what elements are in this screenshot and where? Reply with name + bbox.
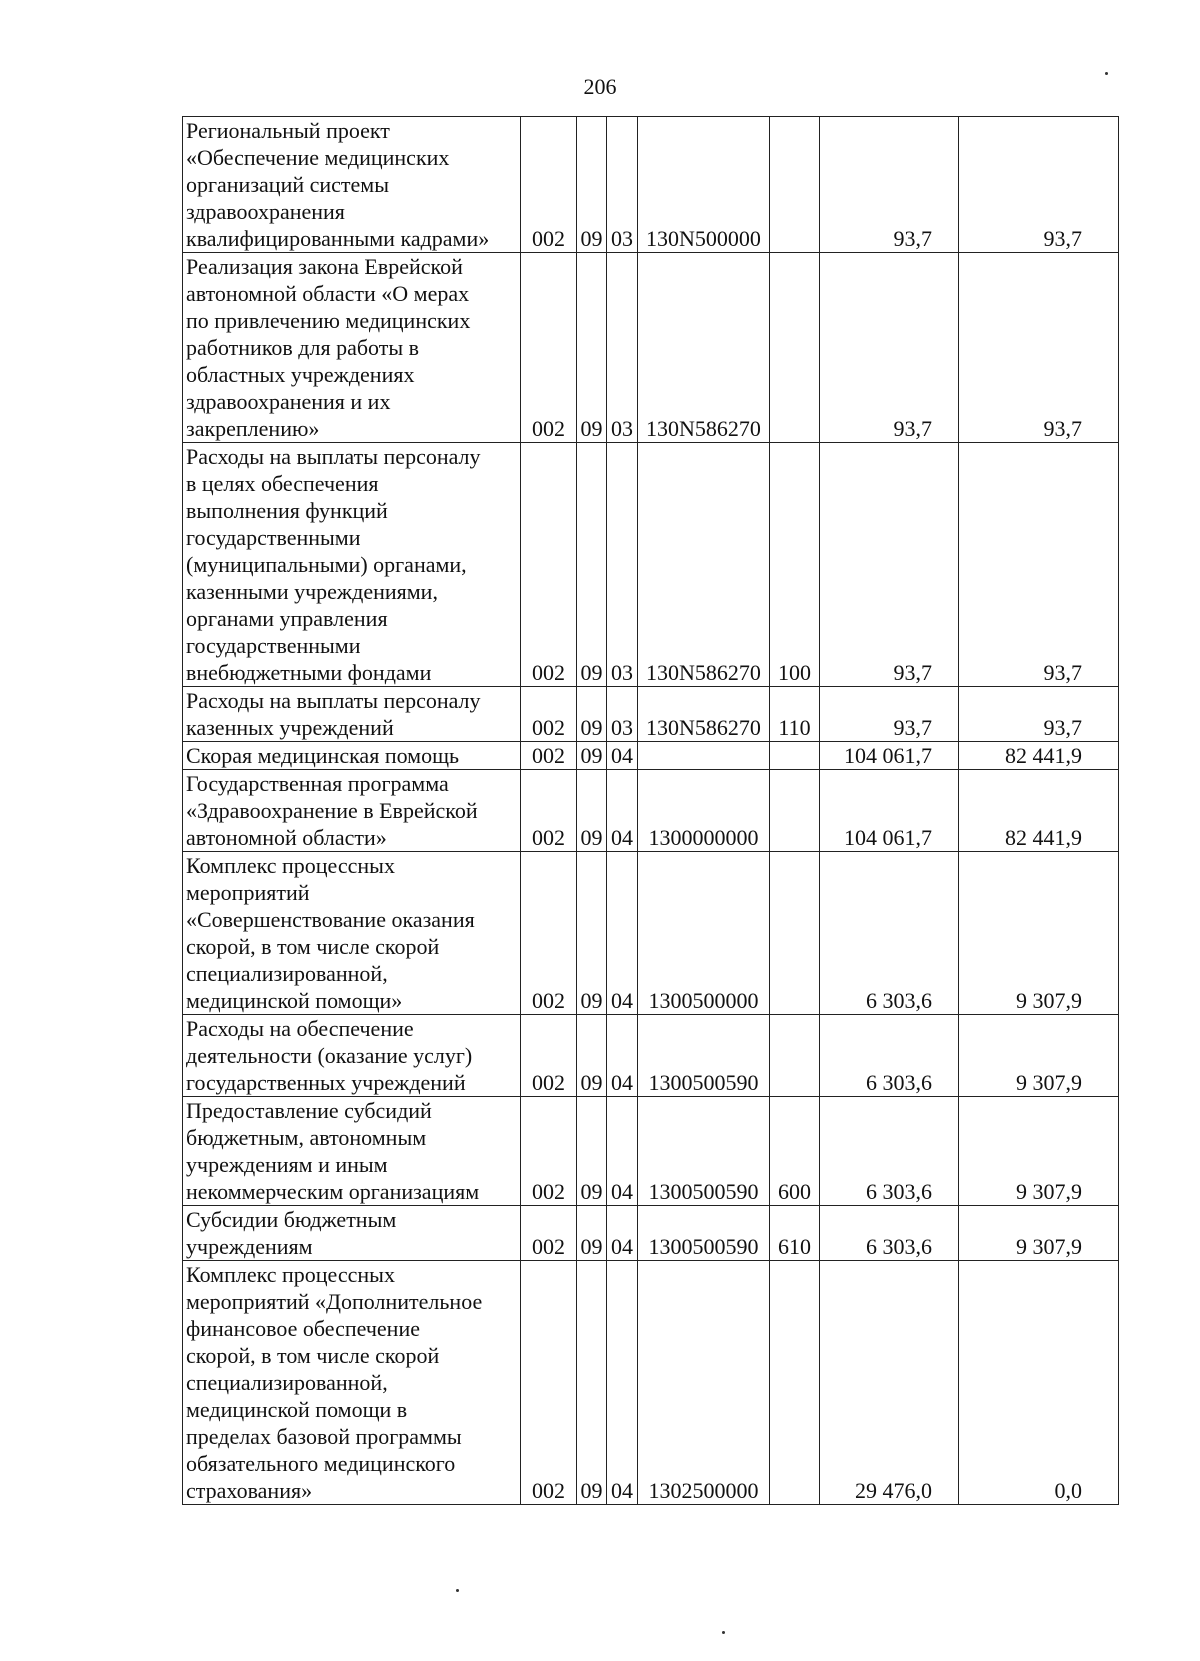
target-article-cell: 1302500000 <box>638 1261 770 1505</box>
scan-speck <box>456 1589 459 1592</box>
amount-year2-cell: 0,0 <box>959 1261 1119 1505</box>
expense-type-cell <box>770 852 820 1015</box>
table-row <box>183 1261 1119 1505</box>
target-article-cell: 130N586270 <box>638 443 770 687</box>
razdel-cell: 09 <box>577 742 607 770</box>
target-article-cell: 130N586270 <box>638 253 770 443</box>
table-body <box>183 117 1119 1505</box>
amount-year1-cell: 93,7 <box>820 253 959 443</box>
amount-year1-cell: 104 061,7 <box>820 770 959 852</box>
amount-year1-cell: 6 303,6 <box>820 1097 959 1206</box>
row-name-cell: Комплекс процессных мероприятий «Совершенствование оказания скорой, в том числе скорой специализированной, медицинской помощи» <box>183 852 521 1015</box>
target-article-cell: 1300500590 <box>638 1015 770 1097</box>
target-article-cell: 1300500000 <box>638 852 770 1015</box>
razdel-cell: 09 <box>577 1206 607 1261</box>
amount-year2-cell: 82 441,9 <box>959 742 1119 770</box>
expense-type-cell <box>770 770 820 852</box>
ved-cell: 002 <box>521 1097 577 1206</box>
table-row <box>183 1097 1119 1206</box>
table-row <box>183 117 1119 253</box>
razdel-cell: 09 <box>577 1261 607 1505</box>
podrazdel-cell: 03 <box>607 687 638 742</box>
amount-year2-cell: 93,7 <box>959 253 1119 443</box>
ved-cell: 002 <box>521 1261 577 1505</box>
podrazdel-cell: 04 <box>607 770 638 852</box>
amount-year1-cell: 6 303,6 <box>820 852 959 1015</box>
podrazdel-cell: 03 <box>607 253 638 443</box>
podrazdel-cell: 03 <box>607 443 638 687</box>
podrazdel-cell: 04 <box>607 1015 638 1097</box>
razdel-cell: 09 <box>577 443 607 687</box>
table-row <box>183 770 1119 852</box>
amount-year2-cell: 9 307,9 <box>959 852 1119 1015</box>
target-article-cell: 1300500590 <box>638 1206 770 1261</box>
podrazdel-cell: 04 <box>607 742 638 770</box>
razdel-cell: 09 <box>577 1015 607 1097</box>
razdel-cell: 09 <box>577 687 607 742</box>
table-row <box>183 253 1119 443</box>
razdel-cell: 09 <box>577 770 607 852</box>
ved-cell: 002 <box>521 770 577 852</box>
table-row <box>183 742 1119 770</box>
row-name-cell: Государственная программа «Здравоохранение в Еврейской автономной области» <box>183 770 521 852</box>
amount-year2-cell: 9 307,9 <box>959 1015 1119 1097</box>
expense-type-cell: 610 <box>770 1206 820 1261</box>
amount-year1-cell: 93,7 <box>820 117 959 253</box>
row-name-cell: Субсидии бюджетным учреждениям <box>183 1206 521 1261</box>
expense-type-cell: 600 <box>770 1097 820 1206</box>
expense-type-cell <box>770 742 820 770</box>
row-name-cell: Расходы на выплаты персоналу в целях обеспечения выполнения функций государственными (муниципальными) органами, казенными учреждениями, органами управления государственными внебюджетными фондами <box>183 443 521 687</box>
row-name-cell: Расходы на обеспечение деятельности (оказание услуг) государственных учреждений <box>183 1015 521 1097</box>
ved-cell: 002 <box>521 687 577 742</box>
ved-cell: 002 <box>521 852 577 1015</box>
expense-type-cell <box>770 117 820 253</box>
amount-year2-cell: 9 307,9 <box>959 1206 1119 1261</box>
ved-cell: 002 <box>521 1206 577 1261</box>
ved-cell: 002 <box>521 742 577 770</box>
expense-type-cell <box>770 253 820 443</box>
target-article-cell <box>638 742 770 770</box>
table-row <box>183 443 1119 687</box>
target-article-cell: 130N586270 <box>638 687 770 742</box>
budget-table <box>182 116 1119 1505</box>
target-article-cell: 1300500590 <box>638 1097 770 1206</box>
target-article-cell: 1300000000 <box>638 770 770 852</box>
target-article-cell: 130N500000 <box>638 117 770 253</box>
amount-year1-cell: 6 303,6 <box>820 1206 959 1261</box>
amount-year2-cell: 93,7 <box>959 687 1119 742</box>
table-row <box>183 852 1119 1015</box>
row-name-cell: Предоставление субсидий бюджетным, автономным учреждениям и иным некоммерческим организациям <box>183 1097 521 1206</box>
amount-year1-cell: 6 303,6 <box>820 1015 959 1097</box>
razdel-cell: 09 <box>577 117 607 253</box>
razdel-cell: 09 <box>577 253 607 443</box>
amount-year1-cell: 104 061,7 <box>820 742 959 770</box>
row-name-cell: Реализация закона Еврейской автономной области «О мерах по привлечению медицинских работников для работы в областных учреждениях здравоохранения и их закреплению» <box>183 253 521 443</box>
row-name-cell: Региональный проект «Обеспечение медицинских организаций системы здравоохранения квалифицированными кадрами» <box>183 117 521 253</box>
expense-type-cell <box>770 1015 820 1097</box>
podrazdel-cell: 04 <box>607 852 638 1015</box>
expense-type-cell <box>770 1261 820 1505</box>
ved-cell: 002 <box>521 443 577 687</box>
podrazdel-cell: 04 <box>607 1097 638 1206</box>
ved-cell: 002 <box>521 117 577 253</box>
table-row <box>183 1206 1119 1261</box>
table-row <box>183 687 1119 742</box>
page-number: 206 <box>583 74 617 99</box>
amount-year2-cell: 93,7 <box>959 117 1119 253</box>
amount-year1-cell: 93,7 <box>820 687 959 742</box>
amount-year2-cell: 93,7 <box>959 443 1119 687</box>
ved-cell: 002 <box>521 1015 577 1097</box>
expense-type-cell: 100 <box>770 443 820 687</box>
expense-type-cell: 110 <box>770 687 820 742</box>
podrazdel-cell: 03 <box>607 117 638 253</box>
scan-speck <box>1105 72 1108 75</box>
amount-year1-cell: 93,7 <box>820 443 959 687</box>
row-name-cell: Расходы на выплаты персоналу казенных учреждений <box>183 687 521 742</box>
amount-year2-cell: 9 307,9 <box>959 1097 1119 1206</box>
amount-year1-cell: 29 476,0 <box>820 1261 959 1505</box>
amount-year2-cell: 82 441,9 <box>959 770 1119 852</box>
scan-speck <box>722 1631 725 1634</box>
row-name-cell: Скорая медицинская помощь <box>183 742 521 770</box>
table-row <box>183 1015 1119 1097</box>
podrazdel-cell: 04 <box>607 1261 638 1505</box>
ved-cell: 002 <box>521 253 577 443</box>
razdel-cell: 09 <box>577 852 607 1015</box>
razdel-cell: 09 <box>577 1097 607 1206</box>
row-name-cell: Комплекс процессных мероприятий «Дополнительное финансовое обеспечение скорой, в том числе скорой специализированной, медицинской помощи в пределах базовой программы обязательного медицинского страхования» <box>183 1261 521 1505</box>
podrazdel-cell: 04 <box>607 1206 638 1261</box>
